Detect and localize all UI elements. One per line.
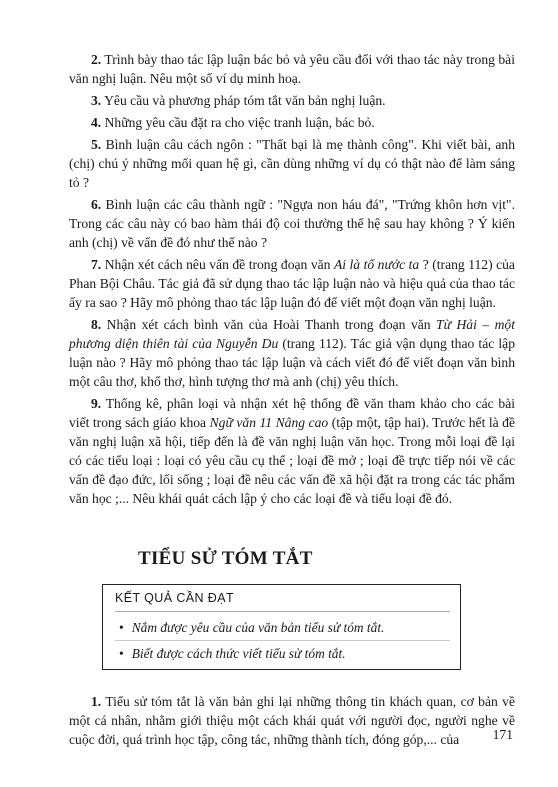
item-number: 6.	[91, 197, 102, 212]
item-number: 9.	[91, 396, 102, 411]
item-number: 5.	[91, 137, 102, 152]
bullet-icon: •	[119, 646, 124, 661]
section-title: TIỂU SỬ TÓM TẮT	[138, 548, 313, 569]
item-number: 2.	[91, 52, 102, 67]
item-text: Nhận xét cách nêu vấn đề trong đoạn văn	[104, 257, 334, 272]
exercise-7	[69, 255, 515, 312]
exercise-list	[69, 50, 515, 752]
paragraph-text: Tiểu sử tóm tắt là văn bản ghi lại những thông tin khách quan, cơ bản về một cá nhân, nhằm giới thiệu một cách khái quát với người đọc, người nghe về cuộc đời, quá trình học tập, công tác, những thành tích, đóng góp,... của	[69, 694, 515, 747]
item-number: 3.	[91, 93, 102, 108]
item-text: Nhận xét cách bình văn của Hoài Thanh trong đoạn văn	[106, 317, 437, 332]
exercise-5	[69, 135, 515, 192]
body-paragraph-1	[69, 692, 515, 749]
goal-text: Nắm được yêu cầu của văn bản tiểu sử tóm tắt.	[131, 620, 385, 635]
goals-heading: KẾT QUẢ CẦN ĐẠT	[115, 591, 450, 612]
item-text: Bình luận các câu thành ngữ : "Ngựa non háu đá", "Trứng khôn hơn vịt". Trong các câu này có bao hàm thái độ coi thường thế hệ sau hay không ? Ý kiến anh (chị) về vấn đề đó như thế nào ?	[69, 197, 515, 250]
item-number: 4.	[91, 115, 102, 130]
learning-goals-box	[102, 584, 461, 670]
item-text: Bình luận câu cách ngôn : "Thất bại là mẹ thành công". Khi viết bài, anh (chị) chú ý những mối quan hệ gì, cần dùng những ví dụ có thật nào để làm sáng tỏ ?	[69, 137, 515, 190]
page-number: 171	[492, 727, 513, 742]
goal-text: Biết được cách thức viết tiểu sử tóm tắt.	[131, 646, 346, 661]
exercise-3	[69, 91, 515, 110]
bullet-icon: •	[119, 620, 124, 635]
exercise-2	[69, 50, 515, 88]
item-text: Trình bày thao tác lập luận bác bỏ và yêu cầu đối với thao tác này trong bài văn nghị luận. Nêu một số ví dụ minh hoạ.	[69, 52, 515, 86]
item-text: (tập một, tập hai). Trước hết là đề văn nghị luận xã hội, tiếp đến là đề văn nghị luận văn học. Trong mỗi loại đề lại có các tiểu loại : loại có yêu cầu cụ thể ; loại đề mở ; loại đề trực tiếp nói về các vấn đề đạo đức, lối sống ; loại đề nêu các vấn đề xã hội đặt ra trong các tác phẩm văn học ;... Nêu khái quát cách lập ý cho các loại đề và tiểu loại đề đó.	[69, 415, 516, 506]
item-number: 7.	[91, 257, 102, 272]
work-title: Từ Hải – một phương diện thiên tài của Nguyễn Du	[69, 317, 515, 351]
exercise-6	[69, 195, 515, 252]
item-text: (trang 112). Tác giả vận dụng thao tác lập luận nào ? Hãy mô phỏng thao tác lập luận và cách viết đó để viết đoạn văn bình một câu thơ, khổ thơ, hình tượng thơ mà anh (chị) yêu thích.	[69, 336, 515, 389]
book-title: Ngữ văn 11 Nâng cao	[209, 415, 329, 430]
goal-item	[115, 640, 450, 663]
item-text: Thống kê, phân loại và nhận xét hệ thống đề văn tham khảo cho các bài viết trong sách giáo khoa	[69, 396, 516, 430]
item-text: Những yêu cầu đặt ra cho việc tranh luận, bác bỏ.	[104, 115, 375, 130]
item-text: ? (trang 112) của Phan Bội Châu. Tác giả đã sử dụng thao tác lập luận nào và hiệu quả của thao tác ấy ra sao ? Hãy mô phỏng thao tác lập luận đó để viết một đoạn văn nghị luận.	[69, 257, 515, 310]
exercise-4	[69, 113, 515, 132]
exercise-8	[69, 315, 515, 391]
exercise-9	[69, 394, 515, 508]
item-number: 1.	[91, 694, 102, 709]
item-text: Yêu cầu và phương pháp tóm tắt văn bản nghị luận.	[104, 93, 386, 108]
work-title: Ai là tổ nước ta	[333, 257, 420, 272]
goal-item	[115, 618, 450, 637]
item-number: 8.	[91, 317, 102, 332]
